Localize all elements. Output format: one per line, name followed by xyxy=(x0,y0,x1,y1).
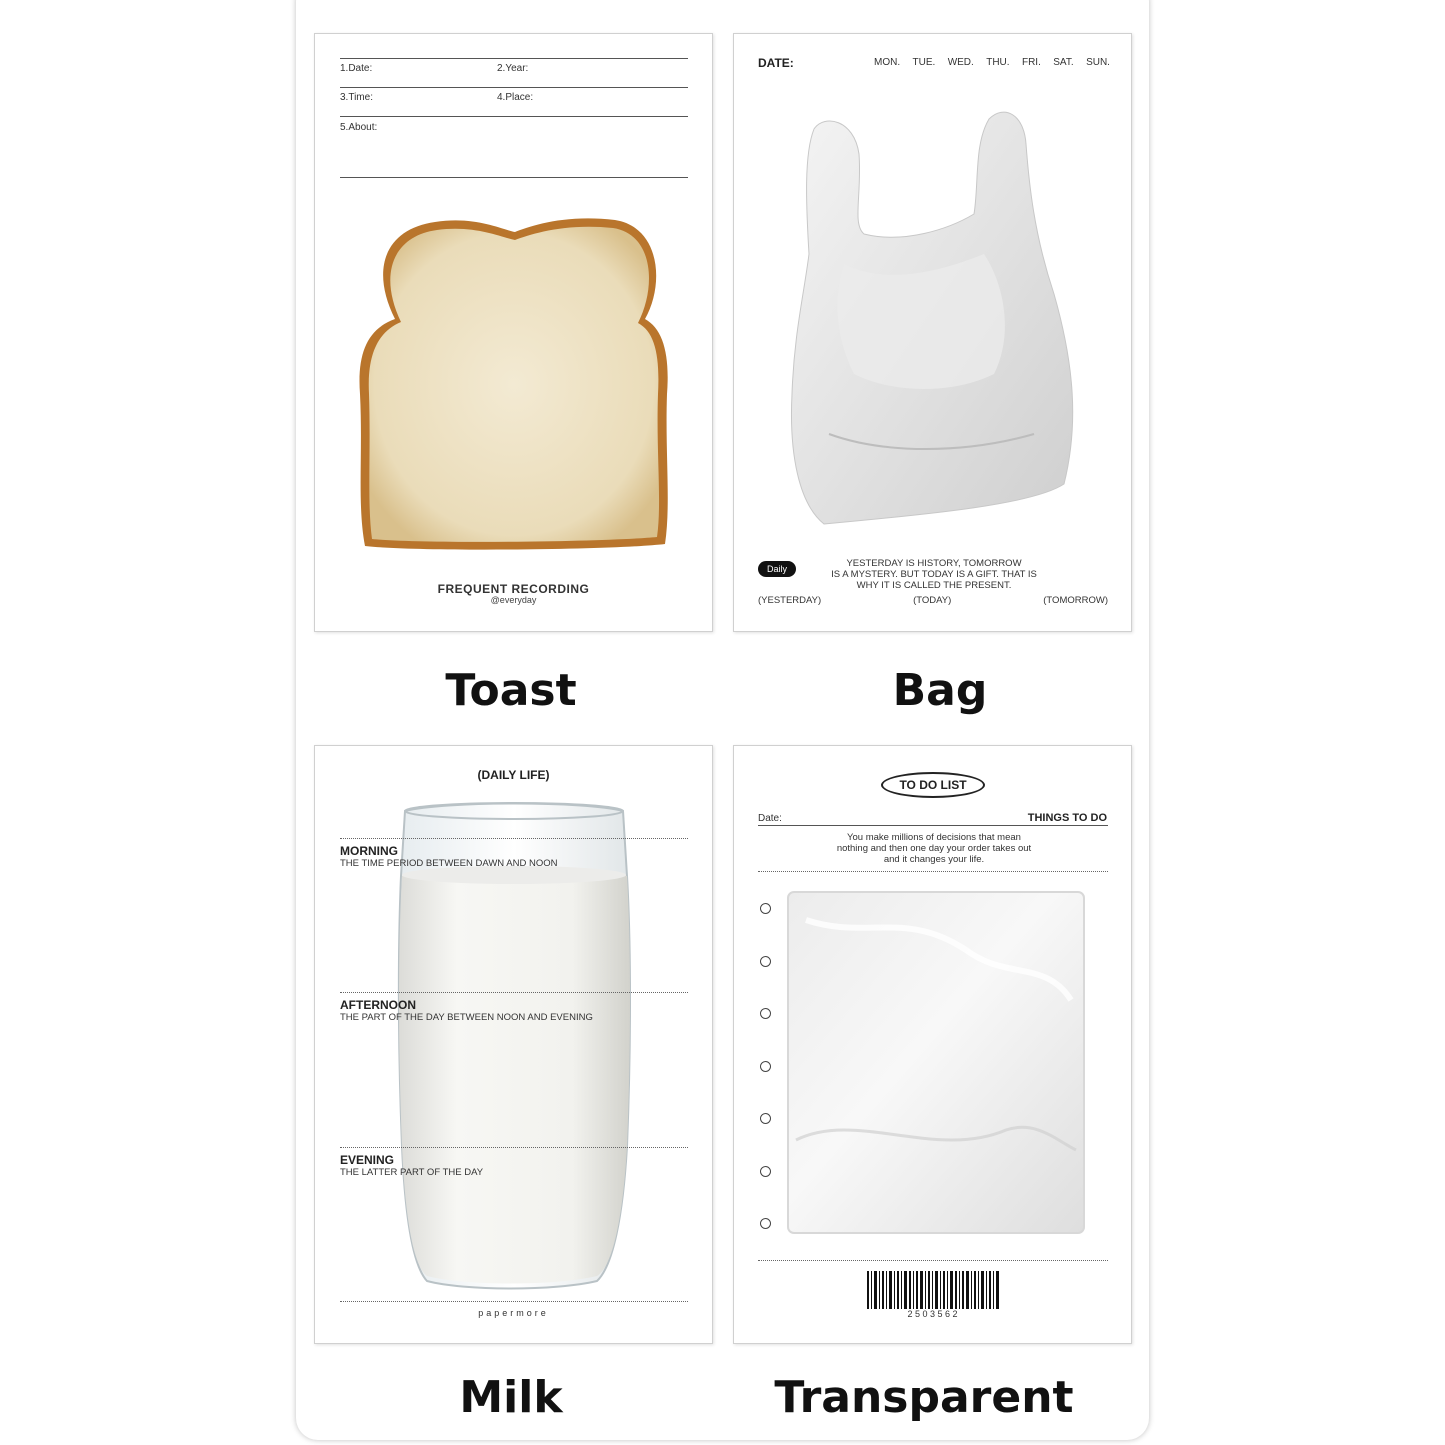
quote-block xyxy=(804,558,1064,591)
checkbox-circle[interactable] xyxy=(760,1166,771,1177)
day-wed: WED. xyxy=(947,57,974,68)
milk-notepad-card xyxy=(314,745,713,1344)
todo-notepad-card xyxy=(733,745,1132,1344)
field-about: 5.About: xyxy=(340,122,378,133)
todo-quote xyxy=(794,832,1074,865)
day-sat: SAT. xyxy=(1053,57,1074,68)
morning-heading: MORNING xyxy=(340,844,398,858)
product-label-milk: Milk xyxy=(459,1372,563,1423)
checkbox-circle[interactable] xyxy=(760,956,771,967)
footer-title: FREQUENT RECORDING xyxy=(437,582,590,596)
todo-date-label: Date: xyxy=(758,813,782,824)
todo-quote-line-1: You make millions of decisions that mean xyxy=(847,832,1021,843)
checkbox-circle[interactable] xyxy=(760,903,771,914)
product-label-toast: Toast xyxy=(445,665,577,716)
toast-bread-image xyxy=(315,34,712,631)
product-label-bag: Bag xyxy=(892,665,988,716)
product-label-transparent: Transparent xyxy=(774,1372,1074,1423)
day-sun: SUN. xyxy=(1086,57,1110,68)
afternoon-heading: AFTERNOON xyxy=(340,998,416,1012)
day-tue: TUE. xyxy=(912,57,936,68)
todo-quote-line-3: and it changes your life. xyxy=(883,854,985,865)
barcode-image xyxy=(867,1271,1001,1309)
field-time: 3.Time: xyxy=(340,92,373,103)
field-year: 2.Year: xyxy=(497,63,529,74)
todo-quote-line-2: nothing and then one day your order takes out xyxy=(836,843,1032,854)
field-date: 1.Date: xyxy=(340,63,373,74)
evening-heading: EVENING xyxy=(340,1153,395,1167)
transparent-sheet-image xyxy=(786,890,1086,1235)
milk-glass-image xyxy=(315,746,712,1343)
brand-mark: papermore xyxy=(478,1308,549,1318)
checkbox-circle[interactable] xyxy=(760,1113,771,1124)
bag-notepad-card xyxy=(733,33,1132,632)
day-mon: MON. xyxy=(874,57,901,68)
plastic-bag-image xyxy=(734,34,1131,631)
today-label: (TODAY) xyxy=(913,595,952,606)
afternoon-desc: THE PART OF THE DAY BETWEEN NOON AND EVENING xyxy=(340,1012,593,1023)
todo-title-badge: TO DO LIST xyxy=(881,772,985,798)
barcode-number: 2 5 0 3 5 6 2 xyxy=(907,1309,958,1319)
daily-badge: Daily xyxy=(758,561,796,577)
quote-line-3: WHY IT IS CALLED THE PRESENT. xyxy=(856,580,1012,591)
quote-line-2: IS A MYSTERY. BUT TODAY IS A GIFT. THAT IS xyxy=(831,569,1037,580)
field-place: 4.Place: xyxy=(497,92,534,103)
tomorrow-label: (TOMORROW) xyxy=(1043,595,1108,606)
evening-desc: THE LATTER PART OF THE DAY xyxy=(340,1167,484,1178)
day-thu: THU. xyxy=(986,57,1010,68)
things-to-do-label: THINGS TO DO xyxy=(1027,812,1107,824)
checkbox-circle[interactable] xyxy=(760,1061,771,1072)
daily-life-title: (DAILY LIFE) xyxy=(477,768,550,782)
yesterday-label: (YESTERDAY) xyxy=(758,595,822,606)
day-fri: FRI. xyxy=(1021,57,1041,68)
toast-notepad-card xyxy=(314,33,713,632)
date-label: DATE: xyxy=(758,56,794,70)
quote-line-1: YESTERDAY IS HISTORY, TOMORROW xyxy=(846,558,1022,569)
footer-sub: @everyday xyxy=(490,595,537,605)
morning-desc: THE TIME PERIOD BETWEEN DAWN AND NOON xyxy=(340,858,558,869)
checkbox-circle[interactable] xyxy=(760,1218,771,1229)
checkbox-circle[interactable] xyxy=(760,1008,771,1019)
timeline-row xyxy=(758,595,1108,606)
